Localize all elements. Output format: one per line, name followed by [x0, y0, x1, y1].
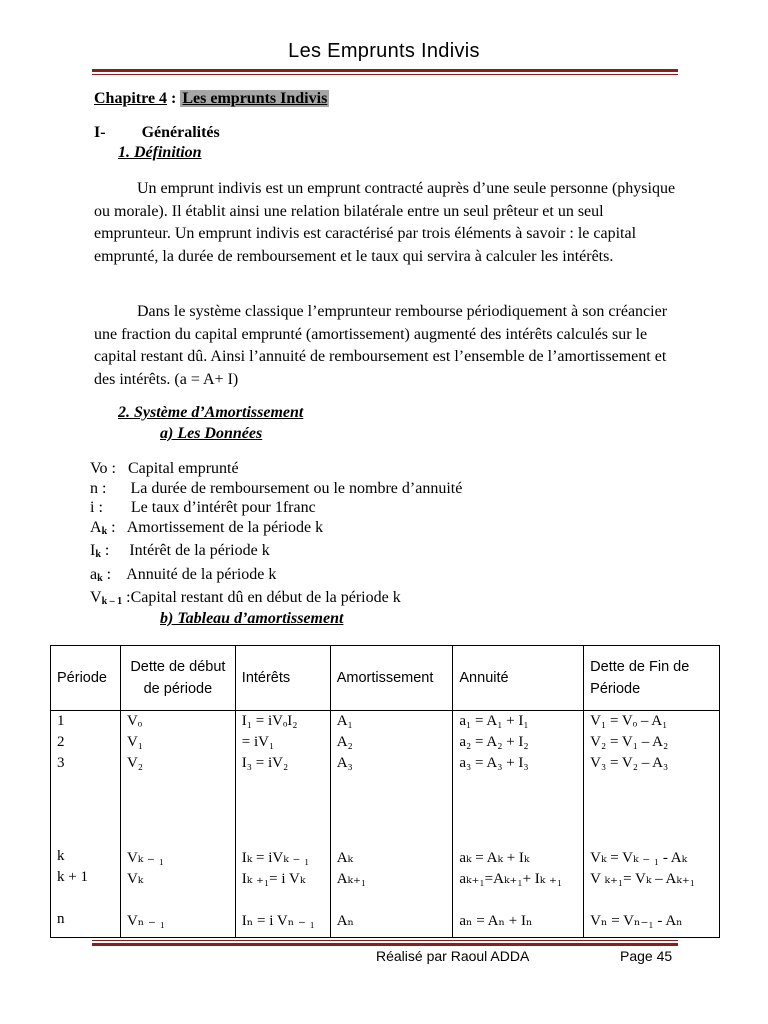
footer-page-number: Page 45 — [620, 948, 673, 964]
col-dette-debut — [120, 711, 235, 938]
chapter-title: Les emprunts Indivis — [182, 90, 328, 107]
table-cell: 2 — [57, 734, 65, 750]
subsection-definition: 1. Définition — [118, 144, 202, 161]
table-cell: a₁ = A₁ + I₁ — [459, 713, 529, 729]
col-header-amortissement: Amortissement — [330, 646, 453, 711]
footer-author: Réalisé par Raoul ADDA — [376, 948, 530, 964]
amortization-table — [50, 645, 720, 938]
table-row — [51, 711, 720, 938]
table-cell: V₃ = V₂ – A₃ — [590, 755, 669, 771]
header-rule-thin — [92, 74, 678, 75]
table-cell: Aₖ — [336, 850, 353, 866]
table-cell: n — [57, 911, 65, 927]
table-cell: A₁ — [336, 713, 353, 729]
table-cell: k + 1 — [57, 869, 88, 885]
table-cell: V₁ — [126, 734, 144, 750]
footer-rule-thin — [92, 940, 678, 941]
table-cell: V ₖ₊₁= Vₖ – Aₖ₊₁ — [590, 871, 695, 887]
table-cell: V₂ — [126, 755, 144, 771]
table-cell: I₁ = iVₒI₂ — [241, 713, 298, 729]
definition-item: n : La durée de remboursement ou le nombre d’annuité — [90, 479, 463, 497]
header-rule-thick — [92, 69, 678, 72]
table-cell: V₂ = V₁ – A₂ — [590, 734, 669, 750]
chapter-sep: : — [167, 90, 181, 107]
col-annuite — [453, 711, 584, 938]
definition-item: Vo : Capital emprunté — [90, 460, 239, 477]
chapter-heading — [94, 90, 329, 108]
table-cell: Vₙ ₋ ₁ — [126, 913, 165, 929]
table-cell: Aₖ₊₁ — [336, 871, 367, 887]
table-cell: Aₙ — [336, 913, 355, 929]
page-header-title: Les Emprunts Indivis — [288, 40, 480, 62]
col-interets — [235, 711, 330, 938]
table-cell: Vₖ ₋ ₁ — [126, 850, 164, 866]
table-cell: = iV₁ — [241, 734, 275, 750]
col-header-dette-debut: Dette de début de période — [120, 646, 235, 711]
definition-item: $A_k$ : Amortissement de la période k — [90, 518, 324, 537]
col-header-annuite: Annuité — [453, 646, 584, 711]
col-periode — [51, 711, 121, 938]
table-cell: I₃ = iV₂ — [241, 755, 289, 771]
col-header-interets: Intérêts — [235, 646, 330, 711]
definitions-list — [90, 459, 462, 612]
col-amortissement — [330, 711, 453, 938]
table-cell: Vₖ — [126, 871, 144, 887]
table-cell: aₖ₊₁=Aₖ₊₁+ Iₖ ₊₁ — [459, 871, 563, 887]
table-cell: Vₙ = Vₙ₋₁ - Aₙ — [590, 913, 683, 929]
paragraph-definition: Un emprunt indivis est un emprunt contracté auprès d’une seule personne (physique ou morale). Il établit ainsi une relation bilatérale entre un seul prêteur et un seul emprunteur. Un emprunt indivis est caractérisé par trois éléments à savoir : le capital emprunté, la durée de remboursement et le taux qui servira à calculer les intérêts. — [94, 180, 676, 265]
definition-item: $V_{k - 1}$ :Capital restant dû en début de la période k — [90, 589, 401, 607]
col-dette-fin — [584, 711, 720, 938]
table-cell: A₂ — [336, 734, 353, 750]
table-cell: a₃ = A₃ + I₃ — [459, 755, 529, 771]
table-cell: k — [57, 848, 65, 864]
subsection-donnees: a) Les Données — [160, 425, 263, 442]
paragraph-system: Dans le système classique l’emprunteur rembourse périodiquement à son créancier une fraction du capital emprunté (amortissement) augmenté des intérêts calculés sur le capital restant dû. Ainsi l’annuité de remboursement est l’ensemble de l’amortissement et des intérêts. (a = A+ I) — [94, 303, 668, 388]
col-header-periode: Période — [51, 646, 121, 711]
table-header-row — [51, 646, 720, 711]
table-cell: A₃ — [336, 755, 353, 771]
section-title: Généralités — [141, 124, 220, 141]
subsection-tableau: b) Tableau d’amortissement — [160, 610, 344, 627]
table-cell: Vₖ = Vₖ ₋ ₁ - Aₖ — [590, 850, 688, 866]
table-cell: aₖ = Aₖ + Iₖ — [459, 850, 530, 866]
table-cell: Iₖ ₊₁= i Vₖ — [241, 871, 306, 887]
section-heading — [94, 124, 220, 142]
footer-rule-thick — [92, 943, 678, 946]
section-number: I- — [94, 124, 106, 141]
table-cell: V₁ = Vₒ – A₁ — [590, 713, 668, 729]
subsection-amortissement: 2. Système d’Amortissement — [118, 404, 304, 421]
table-cell: Vₒ — [126, 713, 143, 729]
table-cell: aₙ = Aₙ + Iₙ — [459, 913, 533, 929]
chapter-label: Chapitre 4 — [94, 90, 168, 107]
col-header-dette-fin: Dette de Fin de Période — [584, 646, 720, 711]
table-cell: Iₙ = i Vₙ ₋ ₁ — [241, 913, 315, 929]
definition-item: $a_k$ : Annuité de la période k — [90, 565, 277, 584]
table-cell: Iₖ = iVₖ ₋ ₁ — [241, 850, 310, 866]
definition-item: $I_k$ : Intérêt de la période k — [90, 542, 270, 560]
table-cell: a₂ = A₂ + I₂ — [459, 734, 529, 750]
definition-item: i : Le taux d’intérêt pour 1franc — [90, 499, 316, 516]
table-cell: 1 — [57, 713, 65, 729]
table-cell: 3 — [57, 755, 65, 771]
